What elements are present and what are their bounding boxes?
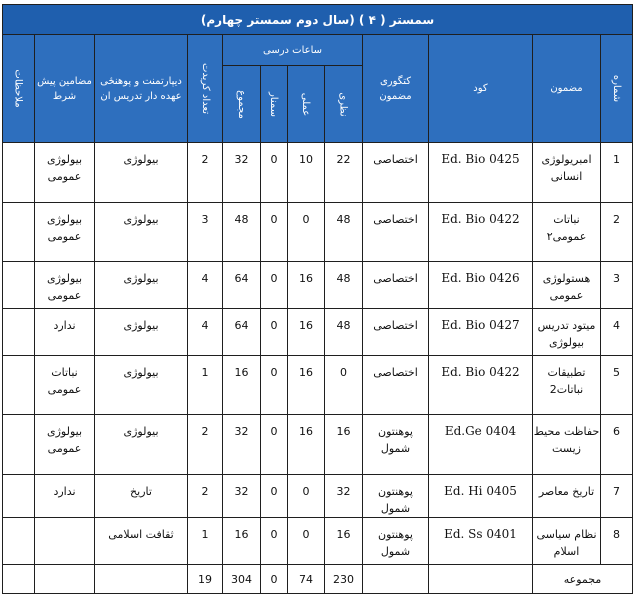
category-cell: اختصاصی	[363, 356, 429, 415]
course-table	[2, 4, 633, 594]
notes-cell	[3, 518, 35, 565]
code-cell: Ed.Ge 0404	[429, 415, 533, 475]
semester-title: سمستر ( ۴ ) (سال دوم سمستر چهارم)	[3, 5, 633, 35]
theory-cell: 16	[325, 415, 363, 475]
table-row	[3, 475, 633, 518]
practical-cell: 16	[288, 356, 325, 415]
practical-cell: 0	[288, 518, 325, 565]
theory-cell: 16	[325, 518, 363, 565]
practical-cell: 0	[288, 203, 325, 262]
number-cell: 7	[601, 475, 633, 518]
subject-cell: تطبیقات نباتات2	[533, 356, 601, 415]
number-cell: 8	[601, 518, 633, 565]
header-prerequisites: مضامین پیش شرط	[35, 35, 95, 143]
table-row	[3, 143, 633, 203]
number-cell: 2	[601, 203, 633, 262]
number-cell: 5	[601, 356, 633, 415]
notes-cell	[3, 203, 35, 262]
seminar-cell: 0	[261, 518, 288, 565]
category-cell: اختصاصی	[363, 262, 429, 309]
total-cell: 64	[223, 309, 261, 356]
category-cell: اختصاصی	[363, 309, 429, 356]
practical-total: 74	[288, 565, 325, 594]
prerequisites-cell: نباتات عمومی	[35, 356, 95, 415]
credits-cell: 3	[188, 203, 223, 262]
number-cell: 4	[601, 309, 633, 356]
theory-cell: 48	[325, 262, 363, 309]
number-cell: 6	[601, 415, 633, 475]
seminar-total: 0	[261, 565, 288, 594]
notes-cell	[3, 309, 35, 356]
number-cell: 1	[601, 143, 633, 203]
table-row	[3, 203, 633, 262]
seminar-cell: 0	[261, 309, 288, 356]
department-cell: بیولوژی	[95, 262, 188, 309]
notes-cell	[3, 262, 35, 309]
department-cell: ثقافت اسلامی	[95, 518, 188, 565]
credits-cell: 4	[188, 309, 223, 356]
seminar-cell: 0	[261, 262, 288, 309]
seminar-cell: 0	[261, 203, 288, 262]
total-cell: 32	[223, 415, 261, 475]
prerequisites-cell: ندارد	[35, 475, 95, 518]
seminar-cell: 0	[261, 415, 288, 475]
prerequisites-cell: بیولوژی عمومی	[35, 415, 95, 475]
practical-cell: 16	[288, 415, 325, 475]
credits-cell: 2	[188, 415, 223, 475]
credits-cell: 1	[188, 518, 223, 565]
practical-cell: 10	[288, 143, 325, 203]
theory-cell: 22	[325, 143, 363, 203]
prerequisites-cell	[35, 565, 95, 594]
code-cell: Ed. Bio 0425	[429, 143, 533, 203]
code-cell	[429, 565, 533, 594]
subject-cell: امبریولوژی انسانی	[533, 143, 601, 203]
department-cell: بیولوژی	[95, 309, 188, 356]
table-row	[3, 309, 633, 356]
code-cell: Ed. Ss 0401	[429, 518, 533, 565]
subject-cell: تاریخ معاصر	[533, 475, 601, 518]
practical-cell: 16	[288, 262, 325, 309]
header-notes: ملاحظات	[3, 35, 35, 143]
department-cell: بیولوژی	[95, 143, 188, 203]
subject-cell: حفاظت محیط زیست	[533, 415, 601, 475]
category-cell: پوهنتون شمول	[363, 415, 429, 475]
notes-cell	[3, 356, 35, 415]
practical-cell: 16	[288, 309, 325, 356]
credits-cell: 4	[188, 262, 223, 309]
prerequisites-cell: بیولوژی عمومی	[35, 203, 95, 262]
table-row	[3, 415, 633, 475]
header-credits: تعداد کریدت	[188, 35, 223, 143]
header-number: شماره	[601, 35, 633, 143]
category-cell: پوهنتون شمول	[363, 475, 429, 518]
table-row	[3, 356, 633, 415]
code-cell: Ed. Bio 0422	[429, 203, 533, 262]
category-cell: اختصاصی	[363, 203, 429, 262]
code-cell: Ed. Hi 0405	[429, 475, 533, 518]
subject-cell: نباتات عمومی۲	[533, 203, 601, 262]
header-theory: نظری	[325, 66, 363, 143]
seminar-cell: 0	[261, 475, 288, 518]
category-cell: اختصاصی	[363, 143, 429, 203]
department-cell	[95, 565, 188, 594]
prerequisites-cell: ندارد	[35, 309, 95, 356]
theory-cell: 48	[325, 309, 363, 356]
credits-total: 19	[188, 565, 223, 594]
table-row	[3, 518, 633, 565]
subject-cell: میتود تدریس بیولوژی	[533, 309, 601, 356]
prerequisites-cell	[35, 518, 95, 565]
code-cell: Ed. Bio 0422	[429, 356, 533, 415]
notes-cell	[3, 143, 35, 203]
code-cell: Ed. Bio 0427	[429, 309, 533, 356]
department-cell: بیولوژی	[95, 415, 188, 475]
department-cell: تاریخ	[95, 475, 188, 518]
credits-cell: 1	[188, 356, 223, 415]
total-cell: 48	[223, 203, 261, 262]
header-practical: عملی	[288, 66, 325, 143]
total-cell: 32	[223, 143, 261, 203]
subject-cell: نظام سیاسی اسلام	[533, 518, 601, 565]
notes-cell	[3, 565, 35, 594]
header-department: دیپارتمنت و پوهنځی عهده دار تدریس ان	[95, 35, 188, 143]
seminar-cell: 0	[261, 143, 288, 203]
category-cell: پوهنتون شمول	[363, 518, 429, 565]
totals-label: مجموعه	[533, 565, 633, 594]
header-seminar: سمنار	[261, 66, 288, 143]
header-total: مجموع	[223, 66, 261, 143]
header-code: کود	[429, 35, 533, 143]
header-hours-group: ساعات درسی	[223, 35, 363, 66]
total-cell: 16	[223, 356, 261, 415]
theory-cell: 0	[325, 356, 363, 415]
hours-total: 304	[223, 565, 261, 594]
notes-cell	[3, 475, 35, 518]
category-cell	[363, 565, 429, 594]
practical-cell: 0	[288, 475, 325, 518]
header-category: کتگوری مضمون	[363, 35, 429, 143]
total-cell: 16	[223, 518, 261, 565]
credits-cell: 2	[188, 143, 223, 203]
total-cell: 64	[223, 262, 261, 309]
prerequisites-cell: بیولوژی عمومی	[35, 262, 95, 309]
credits-cell: 2	[188, 475, 223, 518]
theory-cell: 32	[325, 475, 363, 518]
prerequisites-cell: بیولوژی عمومی	[35, 143, 95, 203]
seminar-cell: 0	[261, 356, 288, 415]
theory-cell: 48	[325, 203, 363, 262]
theory-total: 230	[325, 565, 363, 594]
header-subject: مضمون	[533, 35, 601, 143]
code-cell: Ed. Bio 0426	[429, 262, 533, 309]
totals-row	[3, 565, 633, 594]
table-row	[3, 262, 633, 309]
notes-cell	[3, 415, 35, 475]
number-cell: 3	[601, 262, 633, 309]
subject-cell: هستولوژی عمومی	[533, 262, 601, 309]
total-cell: 32	[223, 475, 261, 518]
department-cell: بیولوژی	[95, 356, 188, 415]
department-cell: بیولوژی	[95, 203, 188, 262]
